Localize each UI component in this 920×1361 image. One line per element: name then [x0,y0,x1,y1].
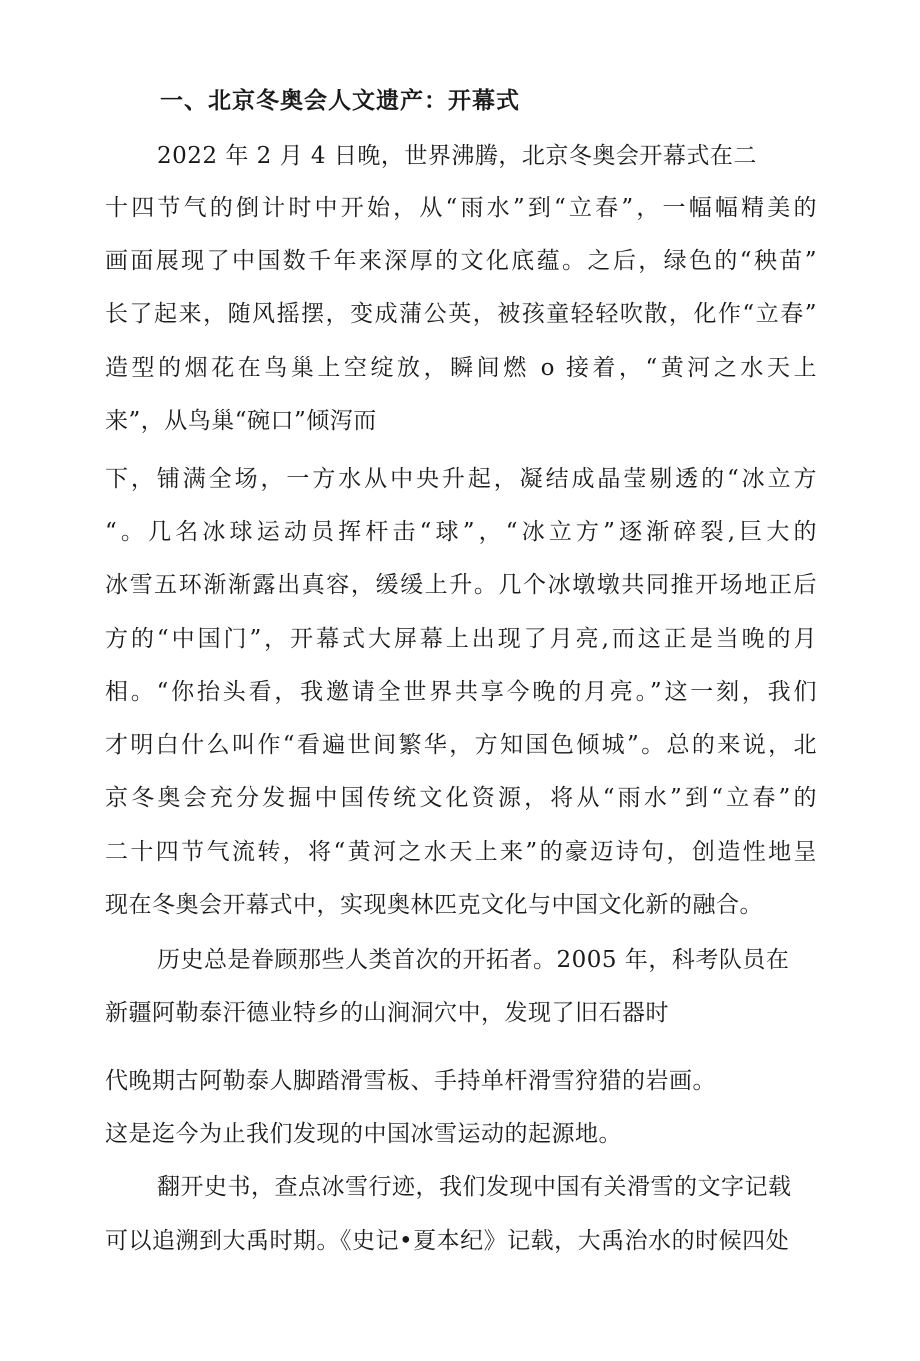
paragraph-line: 现在冬奥会开幕式中，实现奥林匹克文化与中国文化新的融合。 [105,892,763,918]
paragraph-line: 2022 年 2 月 4 日晚，世界沸腾，北京冬奥会开幕式在二 [157,143,757,169]
paragraph-line: 来”，从鸟巢“碗口”倾泻而 [105,408,377,434]
paragraph-line: 二十四节气流转，将“黄河之水天上来”的豪迈诗句，创造性地呈 [105,839,817,865]
paragraph-line: 京冬奥会充分发掘中国传统文化资源，将从“雨水”到“立春”的 [105,785,817,811]
paragraph-line: 历史总是眷顾那些人类首次的开拓者。2005 年，科考队员在 [157,947,790,973]
section-heading: 一、北京冬奥会人文遗产：开幕式 [160,88,520,114]
paragraph-line: 冰雪五环渐渐露出真容，缓缓上升。几个冰墩墩共同推开场地正后 [105,572,817,598]
paragraph-line: 翻开史书，查点冰雪行迹，我们发现中国有关滑雪的文字记载 [157,1174,792,1200]
paragraph-line: 新疆阿勒泰汗德业特乡的山涧洞穴中，发现了旧石器时 [105,1000,669,1026]
paragraph-line: 代晚期古阿勒泰人脚踏滑雪板、手持单杆滑雪狩猎的岩画。 [105,1068,716,1094]
paragraph-line: 可以追溯到大禹时期。《史记•夏本纪》记载，大禹治水的时候四处 [105,1228,790,1254]
paragraph-line: 相。“你抬头看，我邀请全世界共享今晚的月亮。”这一刻，我们 [105,679,817,705]
paragraph-line: “。几名冰球运动员挥杆击“球”，“冰立方”逐渐碎裂,巨大的 [105,519,817,545]
paragraph-line: 方的“中国门”，开幕式大屏幕上出现了月亮,而这正是当晚的月 [105,626,817,652]
paragraph-line: 才明白什么叫作“看遍世间繁华，方知国色倾城”。总的来说，北 [105,732,817,758]
paragraph-line: 长了起来，随风摇摆，变成蒲公英，被孩童轻轻吹散，化作“立春” [105,301,817,327]
paragraph-line: 画面展现了中国数千年来深厚的文化底蕴。之后，绿色的“秧苗” [105,248,817,274]
paragraph-line: 这是迄今为止我们发现的中国冰雪运动的起源地。 [105,1121,622,1147]
paragraph-line: 造型的烟花在鸟巢上空绽放，瞬间燃 o 接着，“黄河之水天上 [105,355,817,381]
paragraph-line: 十四节气的倒计时中开始，从“雨水”到“立春”，一幅幅精美的 [105,195,817,221]
paragraph-line: 下，铺满全场，一方水从中央升起，凝结成晶莹剔透的“冰立方 [105,466,817,492]
